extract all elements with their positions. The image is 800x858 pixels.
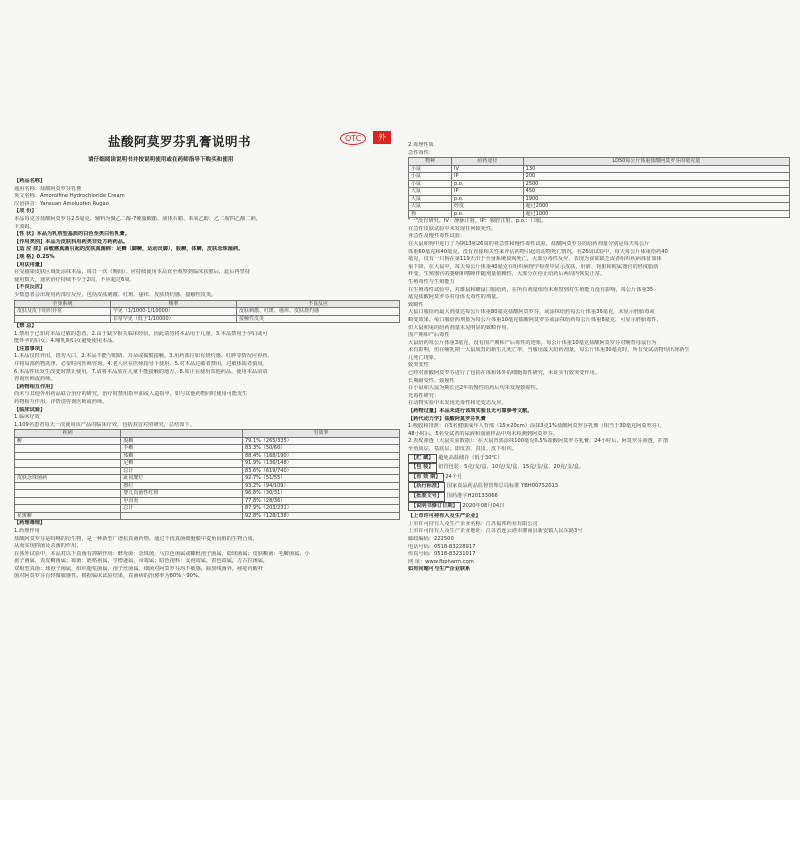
text-line: 1.临床疗效 xyxy=(14,414,40,421)
adverse-title: 【不良反应】 xyxy=(14,284,46,291)
text-line: 体重60毫克和40毫克，没有直接相关性来评估药物引起的动物死亡情况。在26周试验中，每天每公斤体重给药40 xyxy=(408,248,668,255)
adverse-cell: 皮肤刺激、红斑、瘙痒、皮肤烧灼感 xyxy=(236,308,399,316)
pharmacokinetics-section xyxy=(408,408,790,454)
holder-label: 传真号码： xyxy=(408,551,434,558)
clinical-cell xyxy=(15,482,121,490)
table-row xyxy=(409,165,790,173)
text-line: 从而实现抑菌及杀菌的作用。 xyxy=(14,543,82,550)
toxicity-cell: p.o. xyxy=(452,210,524,218)
meta-line xyxy=(408,492,790,502)
clinical-cell: 77.8%（28/36） xyxy=(243,497,400,505)
usage-notice: 请仔细阅读说明书并按说明使用或在药师指导下购买和使用 xyxy=(88,157,234,163)
adverse-intro: 少数患者会出现用药部位反应，包括皮肤刺激、红斑、瘙痒、皮肤烧灼感、接触性皮炎。 xyxy=(14,291,217,298)
text-line: 【药物过量】本品未进行该项实验且无可靠参考文献。 xyxy=(408,408,533,415)
toxicity-table xyxy=(408,157,790,218)
text-line: 急性毒性： xyxy=(408,149,434,156)
drug-info-section xyxy=(14,178,400,284)
meta-line xyxy=(408,454,790,464)
clinical-cell: 92.8%（128/138） xyxy=(243,512,400,520)
text-line: 菌对阿莫罗芬有轻微敏感性。根据临床试验结果，真菌病的治愈率为80%～90%。 xyxy=(14,573,204,580)
text-line: 1.药理作用 xyxy=(14,527,40,534)
holder-line xyxy=(408,528,790,536)
toxicity-header: 物种 xyxy=(409,158,452,166)
table-row xyxy=(15,505,400,513)
external-use-badge: 外 xyxy=(373,131,391,144)
text-line: 在受感染皮肤区域处涂抹本品，每日一次（晚间）。应持续使用本品直至观察到临床获愈后，此后再坚持 xyxy=(14,269,251,276)
text-line: 样变，生殖器官的萎缩和嗜睡伴随剂量依赖性，大部分在停止给药后两周内恢复正常。 xyxy=(408,271,606,278)
clinical-cell: 花斑癣 xyxy=(15,512,121,520)
holder-label: 网 址： xyxy=(408,558,426,565)
toxicity-cell: 大鼠 xyxy=(409,203,452,211)
table-row xyxy=(15,445,400,453)
holder-label: 电话号码： xyxy=(408,543,434,550)
adverse-cell: 非常罕见（低于1/10000） xyxy=(110,315,236,323)
toxicity-cell: 大鼠 xyxy=(409,195,452,203)
text-line: 本品每克含盐酸阿莫罗芬2.5毫克。辅料为聚乙二醇-7硬脂酸酯、液体石蜡、苯氧乙醇、乙二胺四乙酸二钠、 xyxy=(14,215,261,222)
clinical-cell: 体癣 xyxy=(121,452,243,460)
text-line: 48小时后，5名受试者的尿液和血液样品中均未检测到阿莫罗芬。 xyxy=(408,430,558,437)
text-line: 毫克盐酸阿莫罗芬对母体无毒性的剂量。 xyxy=(408,294,502,301)
adverse-cell: 罕见（1/1000-1/10000） xyxy=(110,308,236,316)
clinical-table xyxy=(14,429,400,520)
adverse-table xyxy=(14,300,400,324)
text-line: 致突变性 xyxy=(408,362,429,369)
holder-value: 江苏省连云港市灌南县新安镇人民东路3号 xyxy=(485,528,583,535)
clinical-cell xyxy=(121,512,243,520)
clinical-cell: 擦烂 xyxy=(121,482,243,490)
holder-value: 0518-83231017 xyxy=(433,551,476,558)
meta-line xyxy=(408,502,790,512)
text-line: 【成 份】 xyxy=(14,208,37,215)
toxicology-section xyxy=(408,142,790,157)
clinical-cell: 83.3%（50/60） xyxy=(243,445,400,453)
product-meta xyxy=(408,454,790,512)
table-row xyxy=(409,195,790,203)
holder-value: www.fbpharm.com xyxy=(425,558,474,565)
meta-line xyxy=(408,482,790,492)
holder-label: 上市许可持有人及生产企业地址： xyxy=(408,528,486,535)
text-line: 已经对盐酸阿莫罗芬进行了包括在体和体外的细胞毒性研究，未证实有致突变作用。 xyxy=(408,370,600,377)
text-line: 毫克，仅有一只狗在第119天出于全身系统衰竭死亡，大部分毒性反应，表现为食欲缺乏或者组织疾病体征如体 xyxy=(408,256,662,263)
clinical-cell xyxy=(15,445,121,453)
holder-line xyxy=(408,521,790,529)
clinical-cell: 92.7%（51/55） xyxy=(243,475,400,483)
toxicity-cell: IV xyxy=(452,165,524,173)
text-line: 【药理毒理】 xyxy=(14,520,46,527)
clinical-cell: 婴儿真菌性红斑 xyxy=(121,490,243,498)
table-row xyxy=(15,482,400,490)
toxicity-cell: IP xyxy=(452,173,524,181)
text-line: 2.表皮渗透（大鼠实验数据）：在大鼠背部涂抹100毫克0.5%盐酸阿莫罗芬乳膏，24小时后，阿莫罗芬渗透，扩散 xyxy=(408,438,669,445)
clinical-cell: 87.9%（203/231） xyxy=(243,505,400,513)
text-line: 能怀孕的妇女。4.哺乳期妇女避免使用本品。 xyxy=(14,338,118,345)
right-column xyxy=(408,142,790,792)
text-line: 卡波姆。 xyxy=(14,223,35,230)
holder-line xyxy=(408,536,790,544)
text-line: 【性 状】本品为乳剂型基质的白色至类白色乳膏。 xyxy=(14,231,130,238)
adverse-cell: 接触性皮炎 xyxy=(236,315,399,323)
meta-label: 【执行标准】 xyxy=(408,482,445,492)
meta-value: 避免高温储存（低于30℃） xyxy=(436,454,503,461)
adverse-header: 不良反应 xyxy=(236,300,399,308)
holder-line xyxy=(408,551,790,559)
contact-footer: 如有问题可与生产企业联系 xyxy=(408,566,471,573)
clinical-cell xyxy=(15,460,121,468)
clinical-cell: 93.2%（94/109） xyxy=(243,482,400,490)
text-line: 大鼠口服给药最大剂量达每公斤体重80毫克盐酸阿莫罗芬，或涂抹给药每公斤体重36毫克，未显示胚胎毒或 xyxy=(408,309,655,316)
text-line: 药物相互作用，详情请咨询医师或药师。 xyxy=(14,398,108,405)
text-line: 生殖毒性与生殖能力 xyxy=(408,278,455,285)
text-line: 在大鼠和狗中进行了为期13和26周的亚急性和慢性毒性试验，盐酸阿莫罗芬的给药剂量分别是每天每公斤 xyxy=(408,240,650,247)
text-line: 围产期和产后毒性 xyxy=(408,332,450,339)
toxicity-cell: 2500 xyxy=(523,180,789,188)
text-line: 尚未与其他外用药品联合治疗的研究，治疗时禁用指甲油或人造指甲。如与其他药物同时使用可能发生 xyxy=(14,391,248,398)
clinical-cell: 癣 xyxy=(15,437,121,445)
clinical-cell: 91.9%（136/148） xyxy=(243,460,400,468)
clinical-cell xyxy=(15,497,121,505)
clinical-header xyxy=(121,430,243,438)
table-row xyxy=(15,452,400,460)
holder-value: 0518-83228917 xyxy=(433,543,476,550)
toxicity-cell: 200 xyxy=(523,173,789,181)
clinical-cell: 96.8%（30/31） xyxy=(243,490,400,498)
text-line: 【药物相互作用】 xyxy=(14,383,56,390)
meta-value: 2020年08月04日 xyxy=(460,502,505,509)
text-line: 畸变效果。兔口服给药剂量为每公斤体重10毫克盐酸阿莫罗芬或涂抹给药每公斤体重8毫克，可显示胚胎毒性， xyxy=(408,316,662,323)
table-row xyxy=(15,475,400,483)
table-row xyxy=(409,203,790,211)
holder-value: 222500 xyxy=(433,535,454,542)
table-row xyxy=(15,460,400,468)
toxicity-cell: 小鼠 xyxy=(409,173,452,181)
meta-label: 【说明书修订日期】 xyxy=(408,502,461,512)
clinical-cell: 足癣 xyxy=(121,460,243,468)
pharmacology-section xyxy=(14,520,400,581)
text-line: 通用名称：盐酸阿莫罗芬乳膏 xyxy=(14,185,82,192)
text-line: 但大鼠和兔的给药剂量未见明显的致畸作用。 xyxy=(408,324,512,331)
text-line: 【规 格】0.25% xyxy=(14,253,55,260)
clinical-cell: 股癣 xyxy=(121,437,243,445)
text-line: 大鼠给药每公斤体重3毫克，没有围产期和产后毒性的迹象，每公斤体重10毫克盐酸阿莫罗芬对哺育母鼠行为 xyxy=(408,339,657,346)
text-line: 在体外试验中，本品对以下真菌有抑制作用：酵母菌：念珠菌，马拉色菌属或糠秕孢子菌属，隐球菌属；皮肤癣菌：毛癣菌属、小 xyxy=(14,550,310,557)
clinical-cell: 83.6%（619/740） xyxy=(243,467,400,475)
adverse-header: 频率 xyxy=(110,300,236,308)
document-title: 盐酸阿莫罗芬乳膏说明书 xyxy=(108,134,252,149)
clinical-cell: 总计 xyxy=(121,467,243,475)
toxicity-cell: p.o. xyxy=(452,180,524,188)
text-line: 在急性皮肤试验中未发现任何致死性。 xyxy=(408,225,497,232)
clinical-header: 疾病 xyxy=(15,430,121,438)
text-line: 盐酸阿莫罗芬是吗啉的衍生物，是一种新型广谱抗真菌药物。通过干扰真菌细胞膜中麦角甾醇的生物合成， xyxy=(14,535,258,542)
text-line: 咨询医师或药师。 xyxy=(14,376,56,383)
text-line: 【临床试验】 xyxy=(14,406,46,413)
meta-value: 24个月 xyxy=(443,473,463,480)
title-row xyxy=(30,130,400,150)
contraindications-section xyxy=(14,323,400,429)
toxicity-header: LD50每公斤体重盐酸阿莫罗芬的毫克量 xyxy=(523,158,789,166)
text-line: 【用法用量】 xyxy=(14,261,46,268)
text-line: 6.本品性状发生改变时禁止使用。7.请将本品放在儿童不能接触的地方。8.如正在使用其他药品，使用本品前请 xyxy=(14,368,268,375)
holder-title: 【上市许可持有人及生产企业】 xyxy=(408,513,481,520)
otc-badge: OTC xyxy=(340,132,366,145)
clinical-cell xyxy=(15,505,121,513)
text-line: 未有影响，但在哺乳期一大鼠成育的新生儿死亡率，当服用最大给药剂量，每公斤体重30毫克时，所有受试动物均出现新生 xyxy=(408,347,690,354)
toxicity-cell: 大鼠 xyxy=(409,188,452,196)
toxicity-cell: 超过2000 xyxy=(523,203,789,211)
table-row xyxy=(15,512,400,520)
table-row xyxy=(15,497,400,505)
adverse-cell: 皮肤及皮下组织异常 xyxy=(15,308,111,316)
table-row xyxy=(15,490,400,498)
meta-label: 【包 装】 xyxy=(408,463,437,473)
clinical-cell: 79.1%（265/335） xyxy=(243,437,400,445)
text-line: "一"没有研究。IV：静脉注射。IP：腹腔注射。p.o.：口服。 xyxy=(408,218,547,225)
text-line: 至角质层、基底层、即皮表、真皮、皮下组织。 xyxy=(408,446,517,452)
table-row xyxy=(15,315,400,323)
clinical-cell xyxy=(15,452,121,460)
text-line: 【禁 忌】 xyxy=(14,323,37,329)
table-row xyxy=(15,437,400,445)
clinical-cell xyxy=(15,490,121,498)
text-line: 双相型真菌：球孢子菌属，组织胞浆菌属，孢子丝菌属。细菌对阿莫罗芬均不敏感，除放线菌外。痤疮丙酸杆 xyxy=(14,565,264,572)
toxicity-cell: 小鼠 xyxy=(409,165,452,173)
clinical-cell xyxy=(15,467,121,475)
text-line: 并将局部药物洗净，必要时向医师咨询。4.老人应在医师指导下使用。5.对本品过敏者禁用，过敏体质者慎用。 xyxy=(14,360,268,367)
toxicity-cell: 450 xyxy=(523,188,789,196)
toxicity-cell: 1900 xyxy=(523,195,789,203)
text-line: 1.本品仅供外用，切勿入口。2.本品不能与眼睛、耳朵或黏膜接触。3.用药部位如有烧灼感、红肿等情况应停药， xyxy=(14,353,273,360)
toxicity-cell: 超过1000 xyxy=(523,210,789,218)
text-line: 1,109名患者每天一次使用该产品的临床疗效，包括双盲对照研究，总结如下。 xyxy=(14,421,195,428)
clinical-cell: 手癣 xyxy=(121,445,243,453)
text-line: 在小鼠和大鼠为期长达2年的慢性给药后均未发现致癌性。 xyxy=(408,385,541,392)
text-line: 1.禁用于已知对本品过敏的患者。2.由于缺少相关临床经验，因此请勿将本品用于儿童。3.本品禁用于孕妇或可 xyxy=(14,330,268,337)
toxicity-cell: 狗 xyxy=(409,210,452,218)
meta-label: 【贮 藏】 xyxy=(408,454,437,464)
text-line: 【药品名称】 xyxy=(14,178,46,184)
text-line: 【药代动力学】盐酸阿莫罗芬乳膏 xyxy=(408,415,486,422)
text-line: 汉语拼音：Yansuan Amoluofen Rugao xyxy=(14,200,109,207)
toxicity-cell: p.o. xyxy=(452,195,524,203)
holder-label: 上市许可持有人及生产企业名称： xyxy=(408,520,486,527)
text-line: 2.毒理性质 xyxy=(408,142,434,148)
meta-line xyxy=(408,463,790,473)
text-line: 英文名称：Amorolfine Hydrochloride Cream xyxy=(14,193,125,200)
table-row xyxy=(15,467,400,475)
holder-label: 邮政编码： xyxy=(408,535,434,542)
adverse-header: 全身系统 xyxy=(15,300,111,308)
table-row xyxy=(409,173,790,181)
text-line: 【注意事项】 xyxy=(14,345,46,352)
adverse-cell xyxy=(15,315,111,323)
text-line: 孢子菌属，表皮癣菌属；霉菌：链格孢属，亨德逊属，帚霉属；暗色孢科：支孢霉属，着色霉属，万古拉菌属， xyxy=(14,558,269,565)
meta-label: 【批准文号】 xyxy=(408,492,445,502)
holder-line xyxy=(408,544,790,552)
meta-value: 铝管包装：5克/支/盒、10克/支/盒、15克/支/盒、20克/支/盒。 xyxy=(436,464,585,471)
toxicity-header: 给药途径 xyxy=(452,158,524,166)
clinical-cell: 皮肤念珠菌病 xyxy=(15,475,121,483)
text-line: 儿死亡现象。 xyxy=(408,354,440,361)
clinical-cell: 88.4%（168/190） xyxy=(243,452,400,460)
table-row xyxy=(409,180,790,188)
holder-line xyxy=(408,559,790,567)
text-line: 在动物实验中未发现光毒性和光变态反应。 xyxy=(408,400,507,407)
toxicology-details xyxy=(408,218,790,408)
holder-value: 江苏福邦药业有限公司 xyxy=(485,520,538,527)
clinical-header: 有效率 xyxy=(243,430,400,438)
text-line: 【适 应 症】由敏感真菌引起的皮肤真菌病：足癣（脚癣，运动员脚），股癣，体癣，皮肤念珠菌病。 xyxy=(14,246,244,253)
meta-value: 国家食品药品监督管理总局标准 YBH00752013 xyxy=(445,483,559,490)
holder-info xyxy=(408,521,790,567)
text-line: 在生殖毒性试验中，对雄鼠和雌鼠口服给药，在所有剂量组均未观察到对生殖能力没有影响，每公斤体重35 xyxy=(408,286,654,293)
toxicity-cell: IP xyxy=(452,188,524,196)
text-line: 1.吸收和排泄：在5名健康成年人背部（15×20cm）涂抹3克1%盐酸阿莫罗芬乳膏（相当于30毫克阿莫罗芬）。 xyxy=(408,423,665,430)
toxicity-cell: 小鼠 xyxy=(409,180,452,188)
text-line: 亚急性及慢性毒性试验： xyxy=(408,233,466,240)
text-line: 【作用类别】本品为皮肤科用药类非处方药药品。 xyxy=(14,238,129,245)
text-line: 致畸性 xyxy=(408,301,424,308)
table-row xyxy=(409,210,790,218)
clinical-cell: 甲沟炎 xyxy=(121,497,243,505)
text-line: 重下降，在大鼠中，每天每公斤体重40毫克在组织病理学检查中显示皮肤、肝脏、肾脏和附属器官的轻度脂肪 xyxy=(408,263,659,270)
meta-label: 【有 效 期】 xyxy=(408,473,444,483)
text-line: 长期耐受性、致癌性 xyxy=(408,377,455,384)
meta-line xyxy=(408,473,790,483)
toxicity-cell: 130 xyxy=(523,165,789,173)
clinical-cell: 总计 xyxy=(121,505,243,513)
text-line: 光毒性研究： xyxy=(408,392,440,399)
clinical-cell: 趾间糜烂 xyxy=(121,475,243,483)
table-row xyxy=(15,308,400,316)
left-column xyxy=(14,178,400,858)
toxicity-cell: 经皮 xyxy=(452,203,524,211)
meta-value: 国药准字H20133066 xyxy=(445,492,498,499)
text-line: 使用数天，通常治疗持续不少于2周，不应超过6周。 xyxy=(14,276,135,283)
table-row xyxy=(409,188,790,196)
